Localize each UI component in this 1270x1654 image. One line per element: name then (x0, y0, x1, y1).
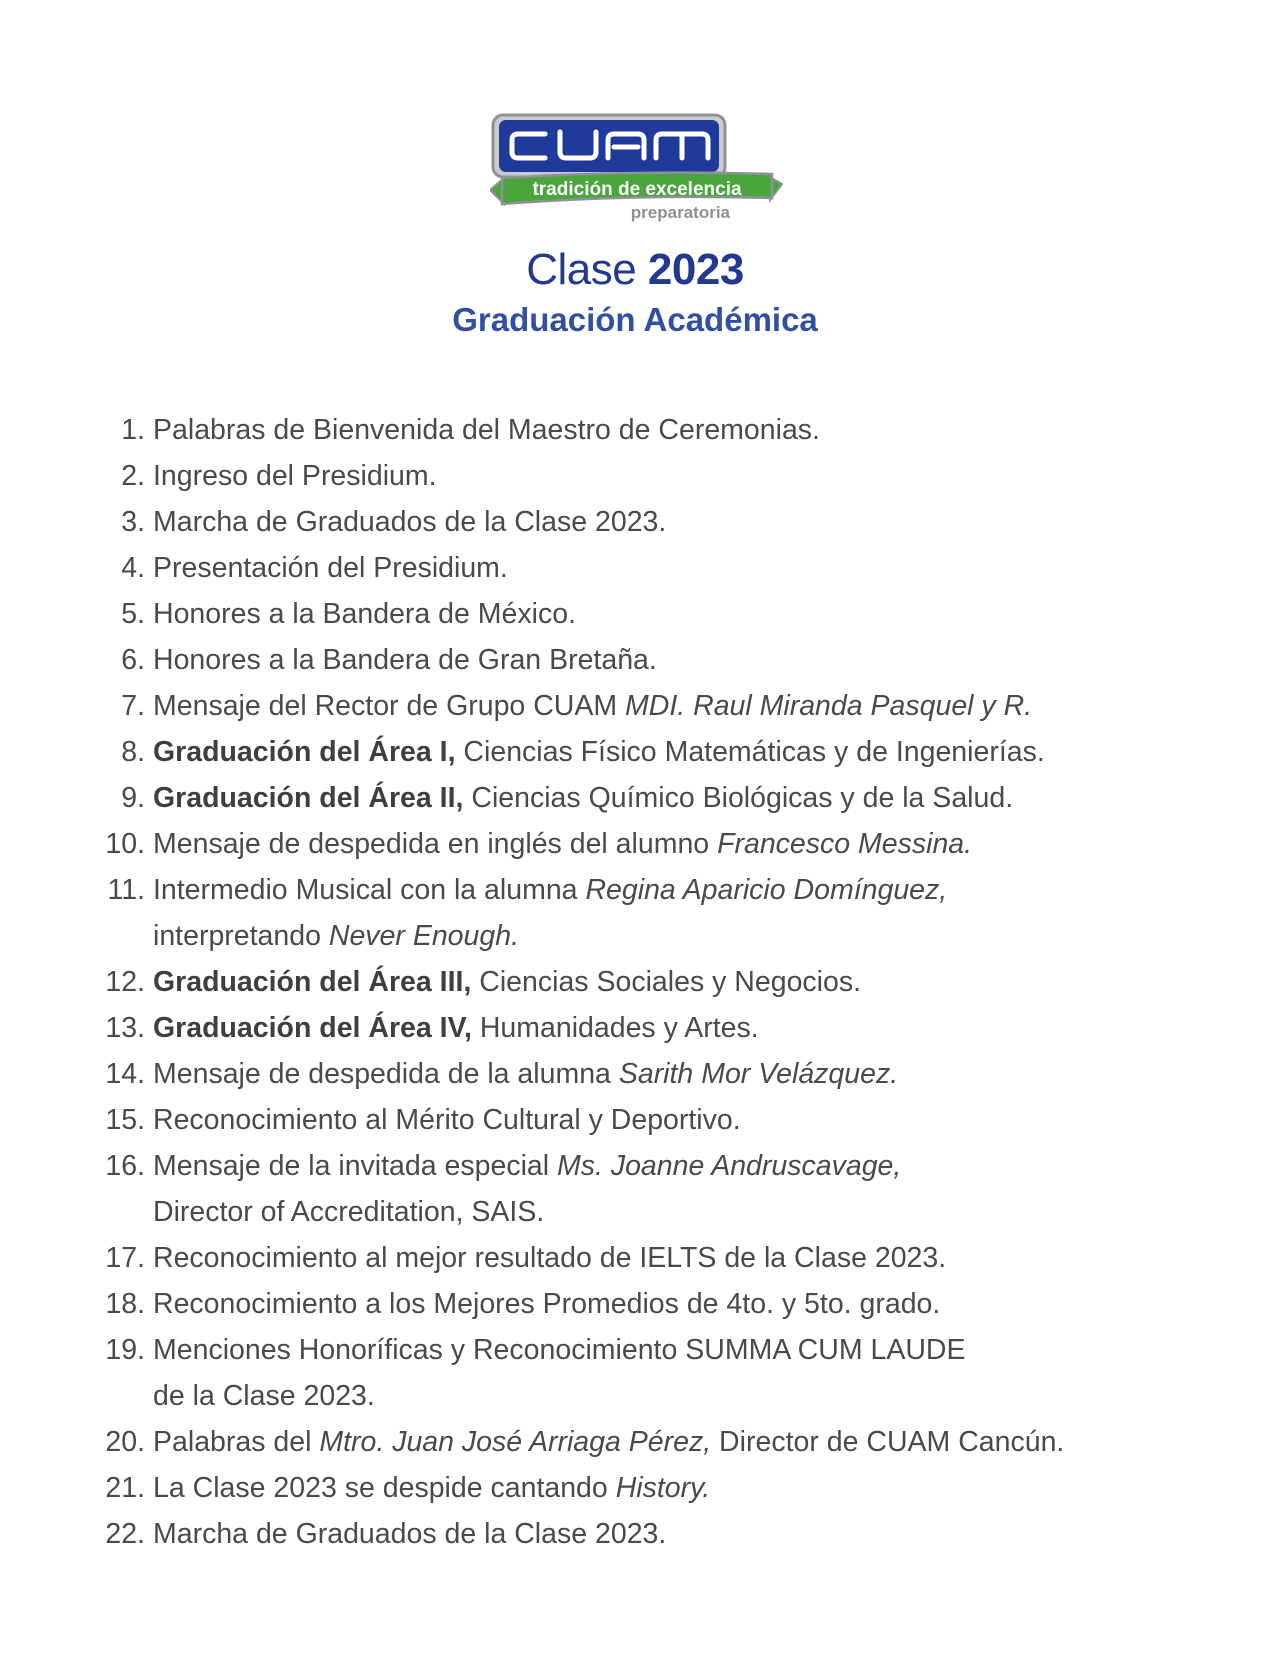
class-year: 2023 (647, 245, 744, 294)
agenda-item-number: 6. (121, 644, 145, 676)
agenda-item-text: Humanidades y Artes. (471, 1012, 759, 1044)
agenda-item-text: Never Enough. (328, 920, 519, 952)
agenda-item-number: 2. (121, 460, 145, 492)
agenda-item-number: 15. (105, 1104, 145, 1136)
agenda-item-text: Graduación del Área II, (153, 782, 464, 814)
agenda-item (0, 1327, 1270, 1373)
agenda-item (0, 775, 1270, 821)
agenda-item (0, 1097, 1270, 1143)
agenda-item (0, 867, 1270, 913)
agenda-item-text: Reconocimiento al mejor resultado de IELTS de la Clase 2023. (153, 1242, 947, 1274)
agenda-item-text: Director de CUAM Cancún. (711, 1426, 1065, 1458)
agenda-item-number: 10. (105, 828, 145, 860)
agenda-item (0, 959, 1270, 1005)
agenda-list (0, 407, 1270, 1557)
agenda-item-text: interpretando (153, 920, 329, 952)
agenda-item-text: Francesco Messina. (717, 828, 973, 860)
agenda-item-text: Mensaje de la invitada especial (153, 1150, 557, 1182)
agenda-item-text: Menciones Honoríficas y Reconocimiento SUMMA CUM LAUDE (153, 1334, 966, 1366)
agenda-item (0, 1189, 1270, 1235)
agenda-item-text: Director of Accreditation, SAIS. (153, 1196, 545, 1228)
agenda-item-text: Marcha de Graduados de la Clase 2023. (153, 1518, 667, 1550)
agenda-item-number: 11. (107, 874, 145, 906)
agenda-item-text: History. (615, 1472, 711, 1504)
agenda-item (0, 1465, 1270, 1511)
agenda-item-number: 16. (105, 1150, 145, 1182)
agenda-item-text: Reconocimiento al Mérito Cultural y Deportivo. (153, 1104, 741, 1136)
agenda-item-text: La Clase 2023 se despide cantando (153, 1472, 616, 1504)
agenda-item (0, 1281, 1270, 1327)
agenda-item-text: Reconocimiento a los Mejores Promedios de 4to. y 5to. grado. (153, 1288, 941, 1320)
agenda-item (0, 821, 1270, 867)
agenda-item-number: 13. (105, 1012, 145, 1044)
agenda-item-text: Ciencias Físico Matemáticas y de Ingenierías. (455, 736, 1045, 768)
page-subtitle: Graduación Académica (452, 301, 818, 338)
agenda-item (0, 1373, 1270, 1419)
agenda-item (0, 591, 1270, 637)
agenda-item-text: Honores a la Bandera de México. (153, 598, 576, 630)
agenda-item-text: Mensaje de despedida en inglés del alumno (153, 828, 718, 860)
agenda-item-text: Ingreso del Presidium. (153, 460, 437, 492)
agenda-item-text: Sarith Mor Velázquez. (618, 1058, 899, 1090)
logo-tagline: tradición de excelencia (532, 179, 742, 200)
agenda-item-text: de la Clase 2023. (153, 1380, 375, 1412)
agenda-item (0, 1511, 1270, 1557)
class-word: Clase (526, 245, 637, 294)
logo-sub: preparatoria (630, 203, 730, 222)
agenda-item (0, 453, 1270, 499)
cuam-logo (490, 112, 790, 237)
agenda-item (0, 1051, 1270, 1097)
agenda-item-number: 21. (105, 1472, 145, 1504)
agenda-item-text: Marcha de Graduados de la Clase 2023. (153, 506, 667, 538)
agenda-item-number: 3. (121, 506, 145, 538)
class-title (0, 244, 1270, 296)
agenda-item-number: 17. (105, 1242, 145, 1274)
agenda-item-text: MDI. Raul Miranda Pasquel y R. (625, 690, 1033, 722)
agenda-item-number: 19. (105, 1334, 145, 1366)
cuam-logo-graphic (490, 112, 790, 237)
agenda-item-number: 20. (105, 1426, 145, 1458)
agenda-item-number: 12. (105, 966, 145, 998)
agenda-item (0, 637, 1270, 683)
agenda-item-text: Palabras del (153, 1426, 320, 1458)
agenda-item-text: Graduación del Área IV, (153, 1012, 472, 1044)
agenda-item-text: Ciencias Sociales y Negocios. (471, 966, 862, 998)
agenda-item (0, 407, 1270, 453)
agenda-item-number: 1. (121, 414, 145, 446)
agenda-item-text: Intermedio Musical con la alumna (153, 874, 586, 906)
agenda-item-text: Regina Aparicio Domínguez, (585, 874, 948, 906)
agenda-item-text: Presentación del Presidium. (153, 552, 508, 584)
agenda-item-number: 8. (121, 736, 145, 768)
agenda-item-text: Mensaje del Rector de Grupo CUAM (153, 690, 626, 722)
agenda-item (0, 545, 1270, 591)
agenda-item-number: 5. (121, 598, 145, 630)
agenda-item-number: 7. (121, 690, 145, 722)
agenda-item-text: Mtro. Juan José Arriaga Pérez, (319, 1426, 712, 1458)
agenda-item-number: 18. (105, 1288, 145, 1320)
agenda-item-number: 14. (105, 1058, 145, 1090)
agenda-item (0, 499, 1270, 545)
agenda-item (0, 913, 1270, 959)
agenda-item (0, 1235, 1270, 1281)
agenda-item-text: Ms. Joanne Andruscavage, (557, 1150, 902, 1182)
agenda-item (0, 683, 1270, 729)
agenda-item-text: Palabras de Bienvenida del Maestro de Ceremonias. (153, 414, 820, 446)
agenda-item (0, 1419, 1270, 1465)
agenda-item (0, 1143, 1270, 1189)
agenda-item-text: Graduación del Área III, (153, 966, 472, 998)
agenda-item-number: 22. (105, 1518, 145, 1550)
agenda-item (0, 729, 1270, 775)
agenda-item-text: Ciencias Químico Biológicas y de la Salud. (463, 782, 1014, 814)
agenda-item-number: 9. (121, 782, 145, 814)
agenda-item-text: Mensaje de despedida de la alumna (153, 1058, 619, 1090)
agenda-item (0, 1005, 1270, 1051)
agenda-item-text: Honores a la Bandera de Gran Bretaña. (153, 644, 657, 676)
agenda-item-text: Graduación del Área I, (153, 736, 456, 768)
agenda-item-number: 4. (121, 552, 145, 584)
